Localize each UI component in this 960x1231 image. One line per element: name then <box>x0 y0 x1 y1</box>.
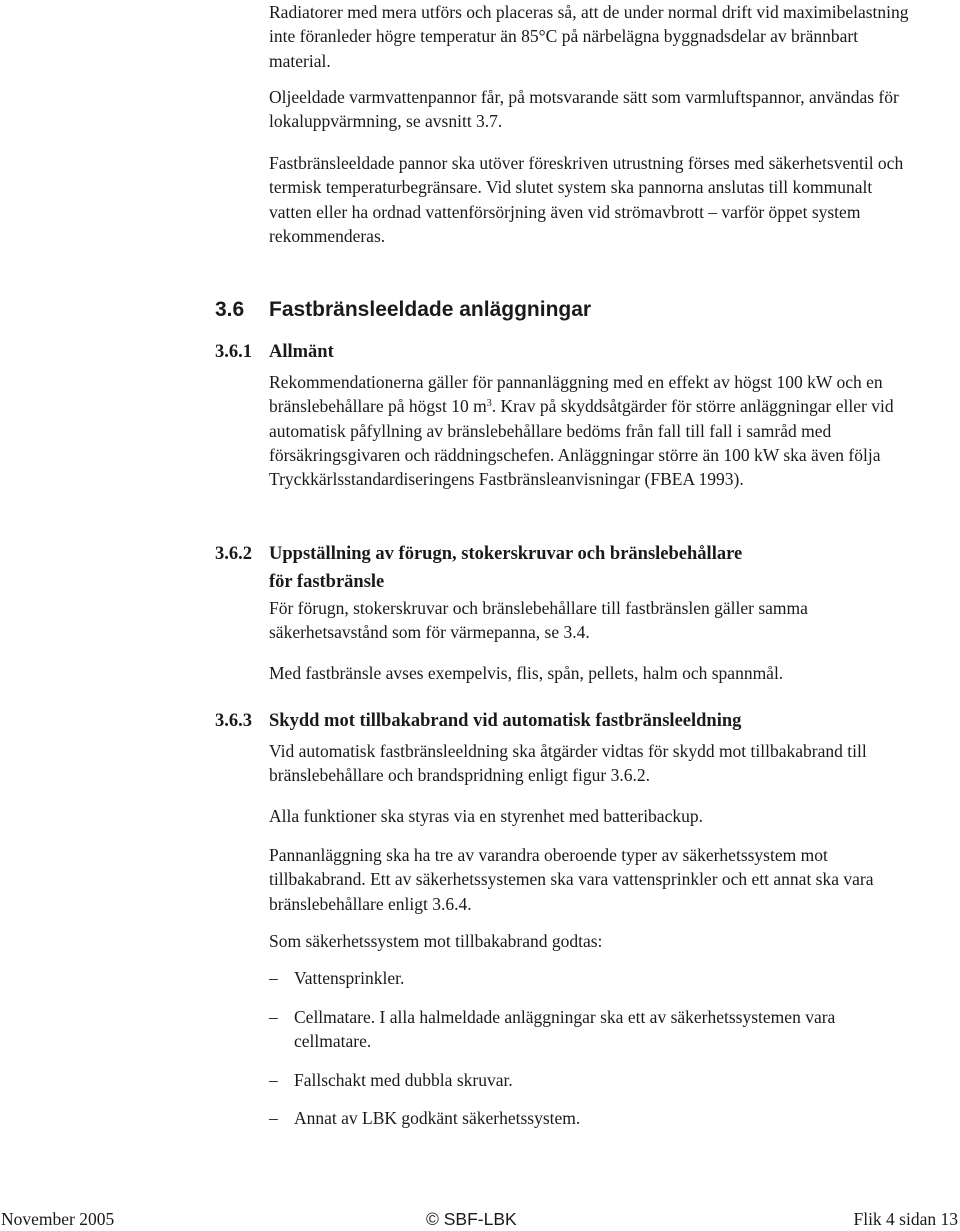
list-bullet: – <box>269 1070 278 1090</box>
body-paragraph: Fastbränsleeldade pannor ska utöver föreskriven utrustning förses med säkerhetsventil och termisk temperaturbegränsare. Vid slutet system ska pannorna anslutas till kommunalt vatten eller ha ordnad vattenförsörjning även vid strömavbrott – varför öppet system rekommenderas. <box>269 153 904 246</box>
superscript: 3 <box>486 398 492 410</box>
body-paragraph: Alla funktioner ska styras via en styrenhet med batteribackup. <box>269 806 703 826</box>
subsection-heading-3-6-3 <box>215 707 741 735</box>
body-paragraph: Pannanläggning ska ha tre av varandra oberoende typer av säkerhetssystem mot tillbakabrand. Ett av säkerhetssystemen ska vara vattensprinkler och ett annat ska vara bränslebehållare enligt 3.6.4. <box>269 845 874 914</box>
subsection-number: 3.6.2 <box>215 544 252 564</box>
section-heading-3-6 <box>215 296 591 324</box>
section-title: Fastbränsleeldade anläggningar <box>269 298 592 321</box>
section-number: 3.6 <box>215 298 245 321</box>
list-item <box>269 1106 909 1130</box>
footer-copyright: © SBF-LBK <box>426 1209 517 1229</box>
list-item <box>269 1005 909 1054</box>
list-bullet: – <box>269 968 278 988</box>
body-paragraph: För förugn, stokerskruvar och bränslebehållare till fastbränslen gäller samma säkerhetsavstånd som för värmepanna, se 3.4. <box>269 598 808 643</box>
subsection-title-line1: Uppställning av förugn, stokerskruvar och bränslebehållare <box>269 544 743 564</box>
footer-page-number: Flik 4 sidan 13 <box>853 1209 958 1229</box>
body-paragraph: Oljeeldade varmvattenpannor får, på motsvarande sätt som varmluftspannor, användas för lokaluppvärmning, se avsnitt 3.7. <box>269 87 899 132</box>
list-item-text: Vattensprinkler. <box>294 968 405 988</box>
list-bullet: – <box>269 1007 278 1027</box>
body-paragraph: Som säkerhetssystem mot tillbakabrand godtas: <box>269 931 603 951</box>
subsection-heading-3-6-2 <box>215 540 742 596</box>
body-paragraph <box>269 370 909 491</box>
list-item <box>269 1068 909 1092</box>
subsection-number: 3.6.1 <box>215 342 252 362</box>
list-item-text: Cellmatare. I alla halmeldade anläggningar ska ett av säkerhetssystemen vara cellmatare. <box>294 1007 836 1052</box>
subsection-title: Allmänt <box>269 342 334 362</box>
body-paragraph: Radiatorer med mera utförs och placeras så, att de under normal drift vid maximibelastning inte föranleder högre temperatur än 85°C på närbelägna byggnadsdelar av brännbart material. <box>269 2 909 71</box>
footer-date: November 2005 <box>1 1209 115 1229</box>
text-segment: . Krav på skyddsåtgärder för större anläggningar eller vid automatisk påfyllning av bränslebehållare bedöms från fall till fall i samråd med försäkringsgivaren och räddningschefen. Anläggningar större än 100 kW ska även följa Tryckkärlsstandardiseringens Fastbränsleanvisningar (FBEA 1993). <box>269 396 894 490</box>
body-paragraph: Vid automatisk fastbränsleeldning ska åtgärder vidtas för skydd mot tillbakabrand till bränslebehållare och brandspridning enligt figur 3.6.2. <box>269 741 867 786</box>
text-segment: Rekommendationerna gäller för pannanläggning med en effekt av högst 100 kW och en bränslebehållare på högst 10 m <box>269 372 883 417</box>
list-item-text: Annat av LBK godkänt säkerhetssystem. <box>294 1108 581 1128</box>
list-bullet: – <box>269 1108 278 1128</box>
subsection-title: Skydd mot tillbakabrand vid automatisk fastbränsleeldning <box>269 711 742 731</box>
body-paragraph: Med fastbränsle avses exempelvis, flis, spån, pellets, halm och spannmål. <box>269 663 784 683</box>
list-item <box>269 966 909 990</box>
list-item-text: Fallschakt med dubbla skruvar. <box>294 1070 513 1090</box>
subsection-heading-3-6-1 <box>215 338 334 366</box>
subsection-title-line2: för fastbränsle <box>269 572 385 592</box>
subsection-number: 3.6.3 <box>215 711 252 731</box>
